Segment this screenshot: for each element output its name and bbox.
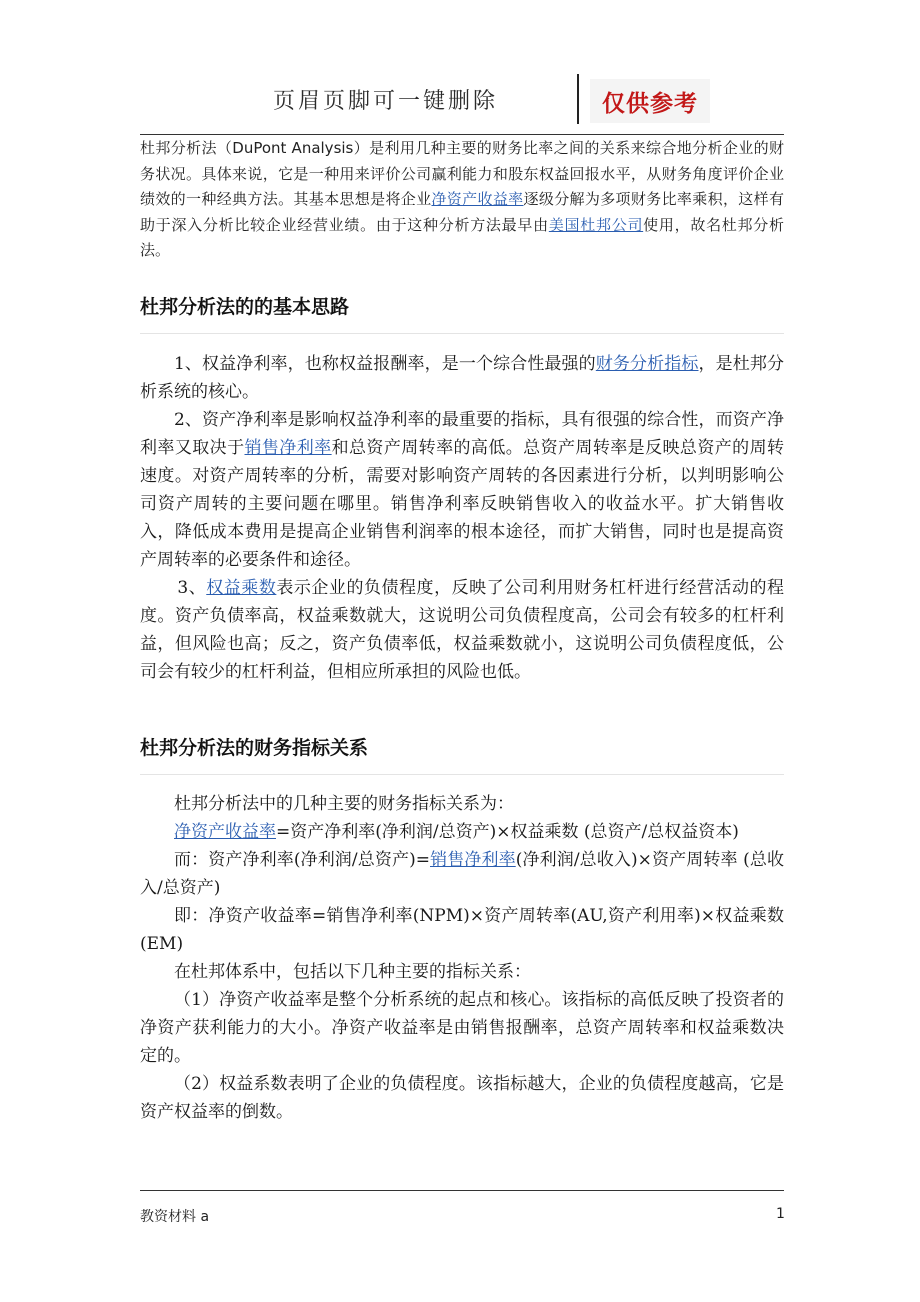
section1-body — [140, 350, 784, 686]
formula-roa-text-a: 而：资产净利率(净利润/总资产)= — [174, 850, 430, 870]
point2-text-b: 和总资产周转率的高低。总资产周转率是反映总资产的周转速度。对资产周转率的分析，需要对影响资产周转的各因素进行分析，以判明影响公司资产周转的主要问题在哪里。销售净利率反映销售收入的收益水平。扩大销售收入，降低成本费用是提高企业销售利润率的根本途径，而扩大销售，同时也是提高资产周转率的必要条件和途径。 — [140, 438, 785, 570]
intro-text-2: 逐级分解为多项财务比率乘积，这样有助于深入分析比较企业经营业绩。由于这种分析方法最早由 — [140, 190, 784, 234]
footer-label: 教资材料 a — [140, 1209, 210, 1225]
link-financial-indicator[interactable]: 财务分析指标 — [595, 354, 699, 374]
point2-text-a: 2、资产净利率是影响权益净利率的最重要的指标，具有很强的综合性，而资产净利率又取决于 — [140, 410, 784, 458]
intro-text-3: 使用，故名杜邦分析法。 — [140, 215, 784, 259]
header-divider — [577, 74, 579, 124]
section1-point2 — [140, 406, 784, 574]
relation-1: （1）净资产收益率是整个分析系统的起点和核心。该指标的高低反映了投资者的净资产获利能力的大小。净资产收益率是由销售报酬率，总资产周转率和权益乘数决定的。 — [140, 990, 784, 1066]
relations-intro: 在杜邦体系中，包括以下几种主要的指标关系： — [174, 962, 531, 982]
link-equity-multiplier[interactable]: 权益乘数 — [206, 578, 277, 598]
reference-only-stamp: 仅供参考 — [590, 79, 710, 123]
intro-text-1: 杜邦分析法（DuPont Analysis）是利用几种主要的财务比率之间的关系来综合地分析企业的财务状况。具体来说，它是一种用来评价公司赢利能力和股东权益回报水平，从财务角度评价企业绩效的一种经典方法。其基本思想是将企业 — [140, 139, 784, 208]
point1-text-b: ，是杜邦分析系统的核心。 — [140, 354, 784, 402]
point3-text-a: 3、 — [177, 578, 207, 598]
header-text: 页眉页脚可一键删除 — [273, 89, 499, 114]
formula-roa — [140, 846, 784, 902]
point1-text-a: 1、权益净利率，也称权益报酬率，是一个综合性最强的 — [174, 354, 596, 374]
section1-point3 — [140, 574, 784, 686]
header-rule — [140, 134, 784, 135]
intro-paragraph — [140, 136, 784, 264]
section2-separator — [140, 774, 784, 775]
relation-2: （2）权益系数表明了企业的负债程度。该指标越大，企业的负债程度越高，它是资产权益率的倒数。 — [140, 1074, 784, 1122]
section2-heading: 杜邦分析法的财务指标关系 — [140, 737, 369, 759]
link-roe[interactable]: 净资产收益率 — [431, 190, 524, 208]
section1-point1 — [140, 350, 784, 406]
formula-combined: 即：净资产收益率=销售净利率(NPM)×资产周转率(AU,资产利用率)×权益乘数(EM) — [140, 906, 784, 954]
section2-body — [140, 790, 784, 1126]
link-roe-formula[interactable]: 净资产收益率 — [174, 822, 276, 842]
point3-text-b: 表示企业的负债程度，反映了公司利用财务杠杆进行经营活动的程度。资产负债率高，权益乘数就大，这说明公司负债程度高，公司会有较多的杠杆利益，但风险也高；反之，资产负债率低，权益乘数就小，这说明公司负债程度低，公司会有较少的杠杆利益，但相应所承担的风险也低。 — [140, 578, 785, 682]
formula-roa-text-b: (净利润/总收入)×资产周转率 (总收入/总资产) — [140, 850, 784, 898]
section1-separator — [140, 333, 784, 334]
section2-intro: 杜邦分析法中的几种主要的财务指标关系为： — [174, 794, 514, 814]
link-net-profit-margin[interactable]: 销售净利率 — [244, 438, 332, 458]
section1-heading: 杜邦分析法的的基本思路 — [140, 296, 350, 318]
footer-rule — [140, 1190, 784, 1191]
link-net-profit-margin-formula[interactable]: 销售净利率 — [430, 850, 516, 870]
formula-roe — [140, 818, 784, 846]
formula-roe-text: =资产净利率(净利润/总资产)×权益乘数 (总资产/总权益资本) — [276, 822, 739, 842]
page-number: 1 — [776, 1206, 785, 1222]
link-dupont-company[interactable]: 美国杜邦公司 — [548, 215, 644, 234]
